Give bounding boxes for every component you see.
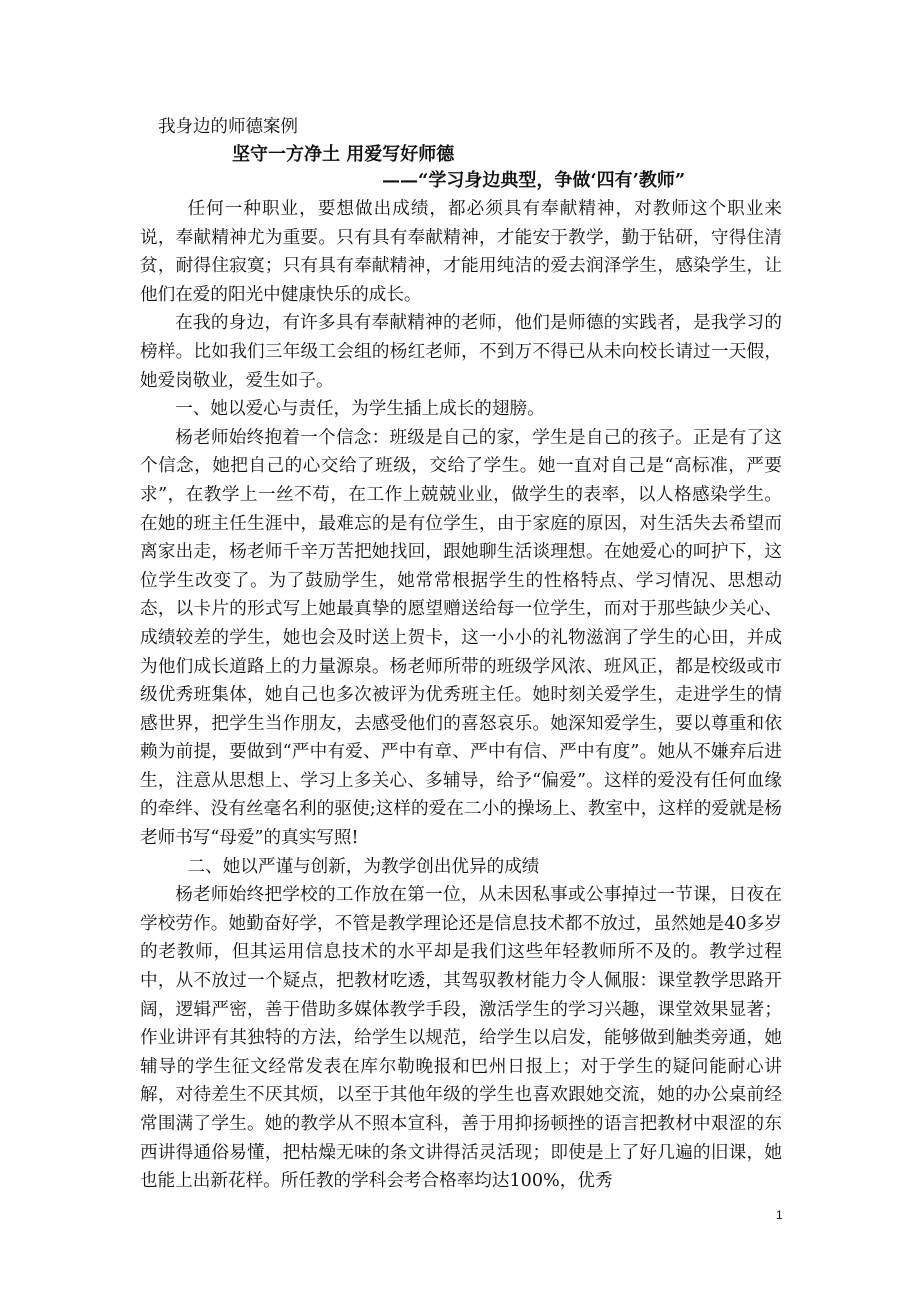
paragraph-intro: 任何一种职业，要想做出成绩，都必须具有奉献精神，对教师这个职业来说，奉献精神尤为重要。只有具有奉献精神，才能安于教学，勤于钻研，守得住清贫，耐得住寂寞；只有具有奉献精神，才能用纯洁的爱去润泽学生，感染学生，让他们在爱的阳光中健康快乐的成长。 <box>140 199 782 305</box>
document-title: 坚守一方净土 用爱写好师德 <box>232 144 455 165</box>
document-label: 我身边的师德案例 <box>158 117 298 137</box>
paragraph-example: 在我的身边，有许多具有奉献精神的老师，他们是师德的实践者，是我学习的榜样。比如我们三年级工会组的杨红老师，不到万不得已从未向校长请过一天假，她爱岗敬业，爱生如子。 <box>140 313 782 391</box>
section-heading-two: 二、她以严谨与创新，为教学创出优异的成绩 <box>187 856 540 877</box>
paragraph-rigor-innovation: 杨老师始终把学校的工作放在第一位，从未因私事或公事掉过一节课，日夜在学校劳作。她勤奋好学，不管是教学理论还是信息技术都不放过，虽然她是40多岁的老教师，但其运用信息技术的水平却是我们这些年轻教师所不及的。教学过程中，从不放过一个疑点，把教材吃透，其驾驭教材能力令人佩服：课堂教学思路开阔，逻辑严密，善于借助多媒体教学手段，激活学生的学习兴趣，课堂效果显著；作业讲评有其独特的方法，给学生以规范，给学生以启发，能够做到触类旁通，她辅导的学生征文经常发表在库尔勒晚报和巴州日报上；对于学生的疑问能耐心讲解，对待差生不厌其烦，以至于其他年级的学生也喜欢跟她交流，她的办公桌前经常围满了学生。她的教学从不照本宣科，善于用抑扬顿挫的语言把教材中艰涩的东西讲得通俗易懂，把枯燥无味的条文讲得活灵活现；即使是上了好几遍的旧课，她也能上出新花样。所任教的学科会考合格率均达100%，优秀 <box>140 885 782 1192</box>
page-number: 1 <box>776 1208 783 1222</box>
document-body <box>140 195 782 1196</box>
paragraph-love-responsibility: 杨老师始终抱着一个信念：班级是自己的家，学生是自己的孩子。正是有了这个信念，她把自己的心交给了班级，交给了学生。她一直对自己是“高标准，严要求”，在教学上一丝不苟，在工作上兢兢业业，做学生的表率，以人格感染学生。在她的班主任生涯中，最难忘的是有位学生，由于家庭的原因，对生活失去希望而离家出走，杨老师千辛万苦把她找回，跟她聊生活谈理想。在她爱心的呵护下，这位学生改变了。为了鼓励学生，她常常根据学生的性格特点、学习情况、思想动态，以卡片的形式写上她最真挚的愿望赠送给每一位学生，而对于那些缺少关心、成绩较差的学生，她也会及时送上贺卡，这一小小的礼物滋润了学生的心田，并成为他们成长道路上的力量源泉。杨老师所带的班级学风浓、班风正，都是校级或市级优秀班集体，她自己也多次被评为优秀班主任。她时刻关爱学生，走进学生的情感世界，把学生当作朋友，去感受他们的喜怒哀乐。她深知爱学生，要以尊重和依赖为前提，要做到“严中有爱、严中有章、严中有信、严中有度”。她从不嫌弃后进生，注意从思想上、学习上多关心、多辅导，给予“偏爱”。这样的爱没有任何血缘的牵绊、没有丝毫名利的驱使;这样的爱在二小的操场上、教室中，这样的爱就是杨老师书写“母爱”的真实写照! <box>140 427 782 849</box>
document-subtitle: ——“学习身边典型，争做‘四有’教师” <box>382 170 686 191</box>
section-heading-one: 一、她以爱心与责任，为学生插上成长的翅膀。 <box>175 399 545 420</box>
